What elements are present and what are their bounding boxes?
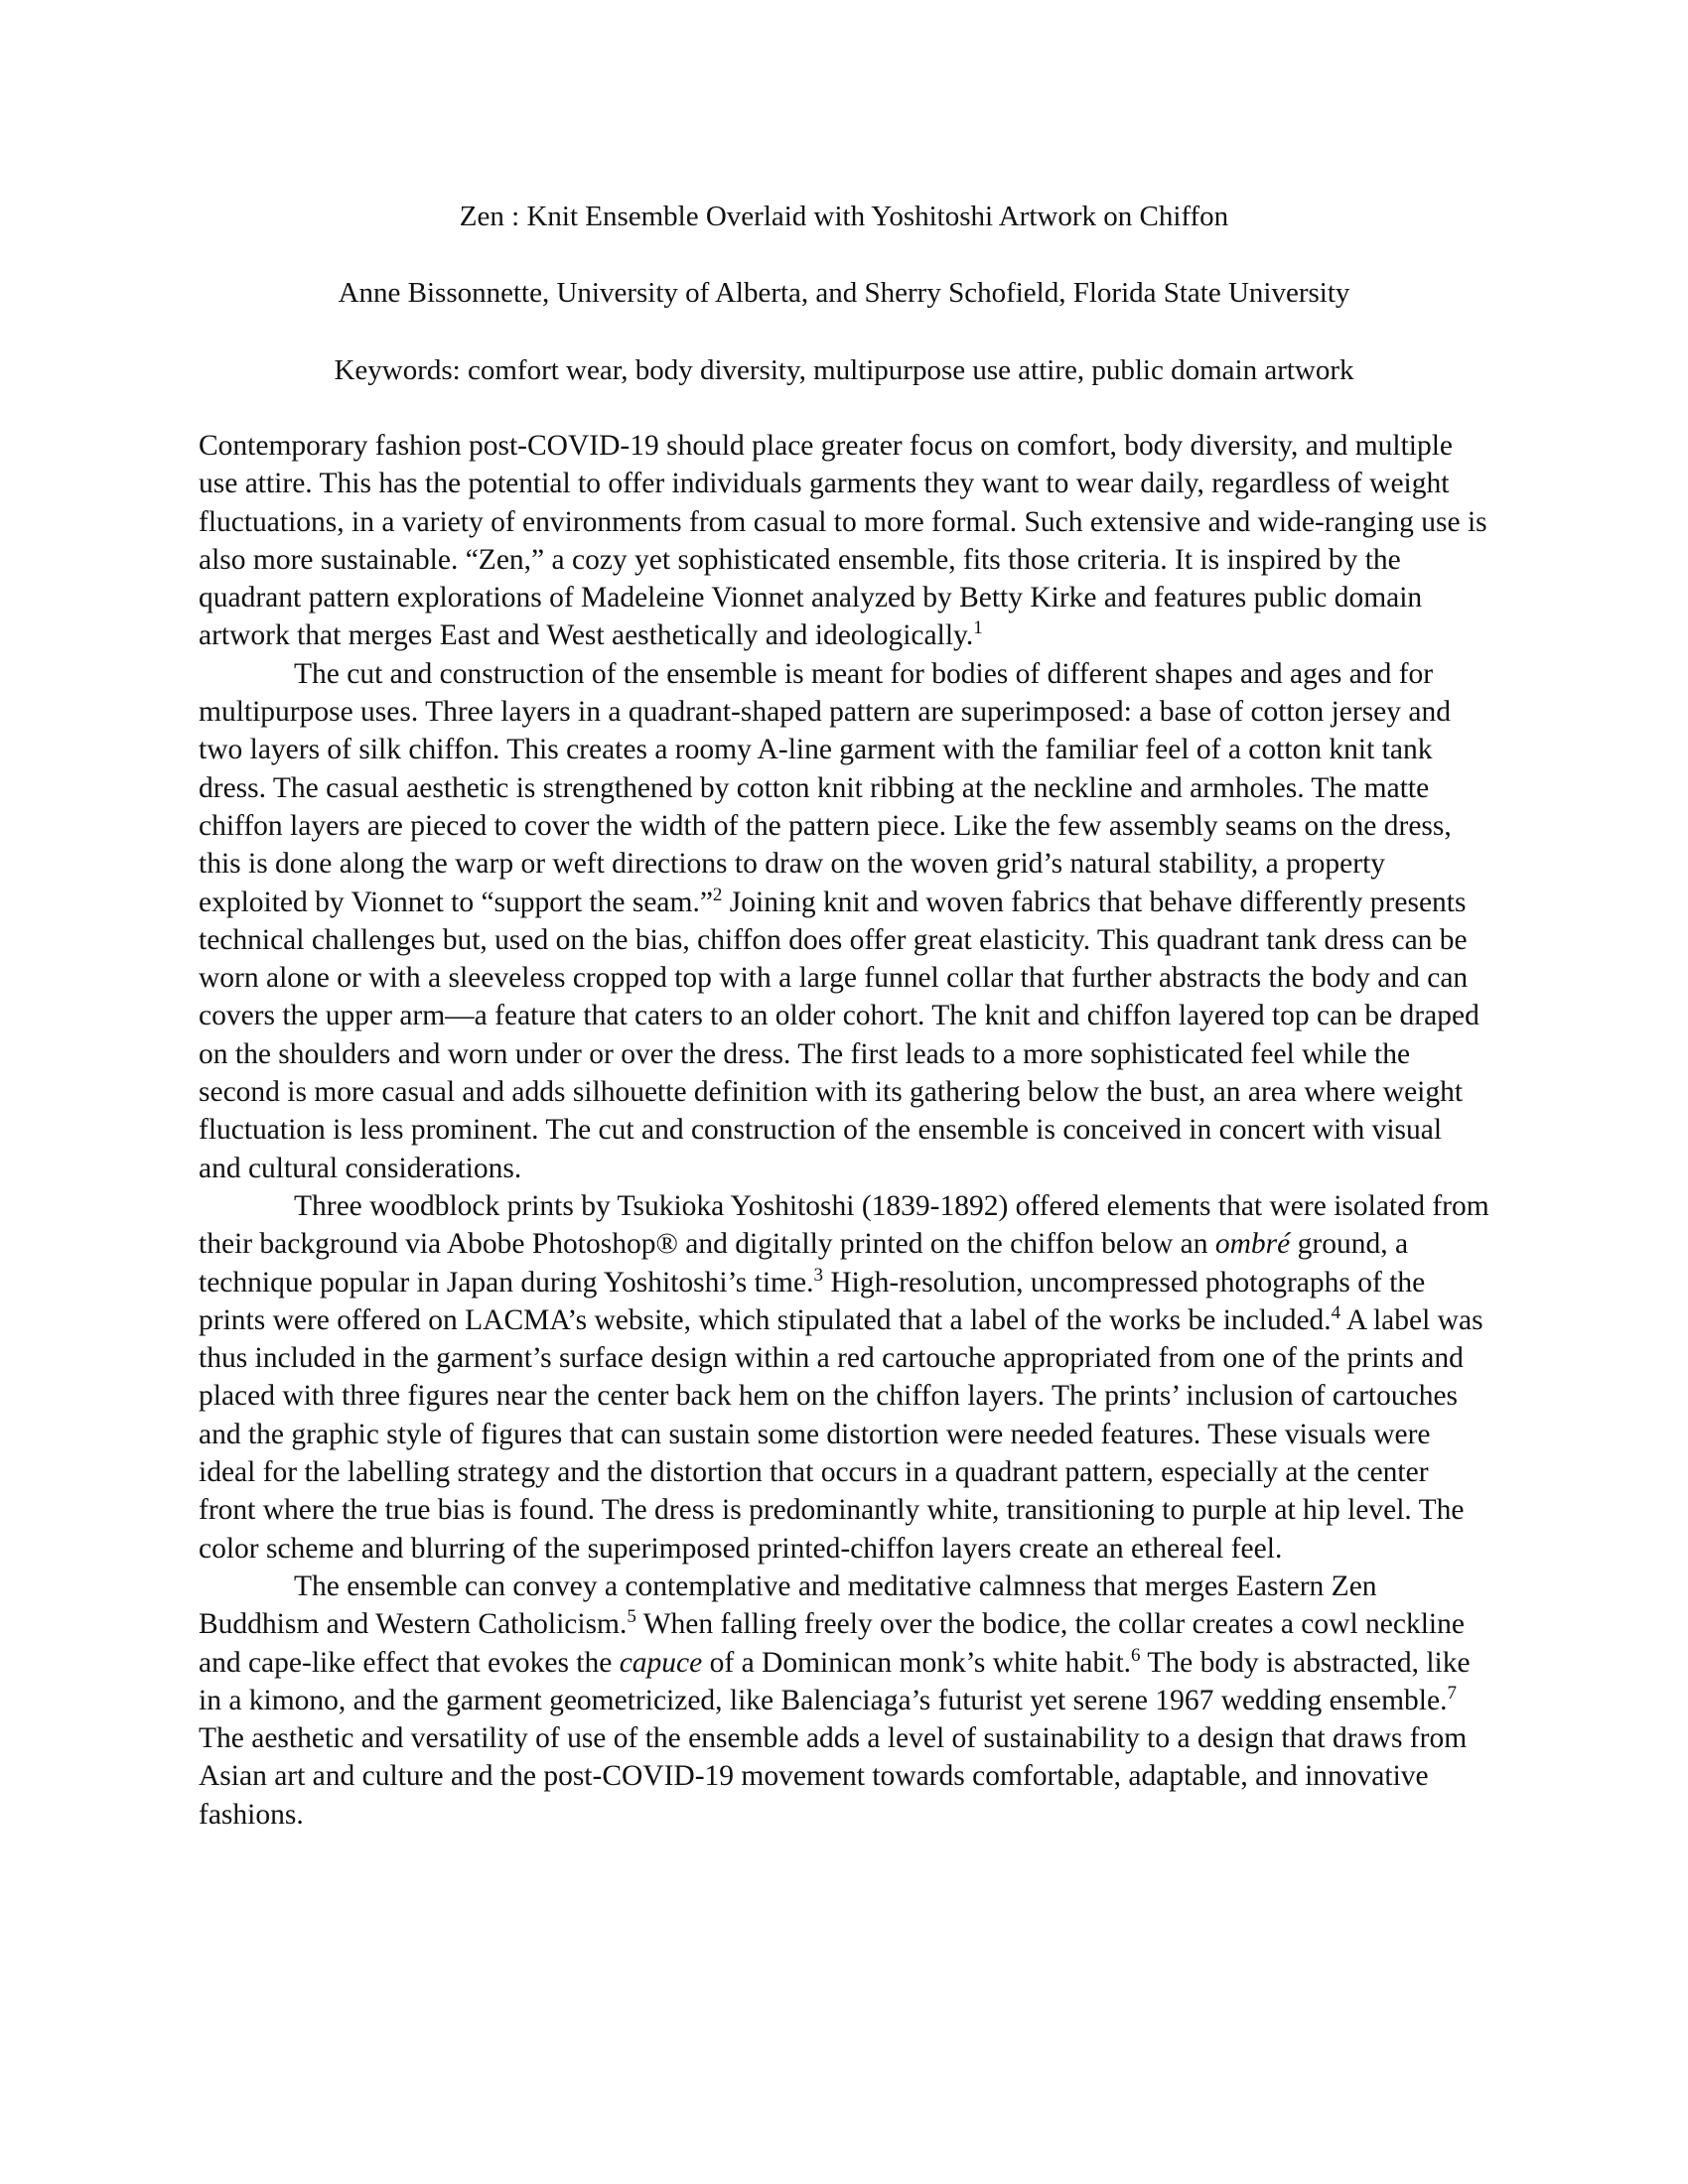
footnote-ref-2: 2 [712, 884, 723, 905]
paragraph-4-text-d: The body is abstracted, like in a kimono, and the garment geometricized, like Balenciaga’s futurist yet serene 1967 wedding ensemble. [199, 1646, 1471, 1716]
paragraph-2-text-b: Joining knit and woven fabrics that behave differently presents technical challenges but, used on the bias, chiffon does offer great elasticity. This quadrant tank dress can be worn alone or with a sleeveless cropped top with a large funnel collar that further abstracts the body and can covers the upper arm—a feature that caters to an older cohort. The knit and chiffon layered top can be draped on the shoulders and worn under or over the dress. The first leads to a more sophisticated feel while the second is more casual and adds silhouette definition with its gathering below the bust, an area where weight fluctuation is less prominent. The cut and construction of the ensemble is conceived in concert with visual and cultural considerations. [199, 886, 1479, 1184]
paragraph-4-text-c: of a Dominican monk’s white habit. [702, 1646, 1132, 1679]
footnote-ref-1: 1 [973, 617, 983, 639]
paragraph-3-text-a: Three woodblock prints by Tsukioka Yoshitoshi (1839-1892) offered elements that were isolated from their background via Abobe Photoshop® and digitally printed on the chiffon below an [199, 1189, 1489, 1261]
paper-title: Zen : Knit Ensemble Overlaid with Yoshitoshi Artwork on Chiffon [459, 201, 1229, 232]
paragraph-4-text-b: When falling freely over the bodice, the collar creates a cowl neckline and cape-like effect that evokes the [199, 1608, 1465, 1679]
footnote-ref-3: 3 [813, 1264, 823, 1286]
footnote-ref-6: 6 [1131, 1644, 1141, 1666]
paragraph-3-text-b: ground, a technique popular in Japan during Yoshitoshi’s time. [199, 1228, 1409, 1298]
paragraph-4-italic-capuce: capuce [619, 1646, 703, 1679]
keywords-line: Keywords: comfort wear, body diversity, multipurpose use attire, public domain artwork [334, 354, 1354, 386]
paragraph-2 [199, 655, 1489, 1187]
paragraph-1 [199, 427, 1489, 655]
paragraph-4 [199, 1568, 1489, 1834]
footnote-ref-4: 4 [1331, 1302, 1341, 1323]
footnote-ref-7: 7 [1447, 1682, 1457, 1704]
body-text [199, 427, 1489, 1834]
author-line: Anne Bissonnette, University of Alberta, and Sherry Schofield, Florida State University [338, 277, 1350, 309]
paragraph-3-italic-ombre: ombré [1214, 1228, 1291, 1261]
paragraph-2-text-a: The cut and construction of the ensemble is meant for bodies of different shapes and ages and for multipurpose uses. Three layers in a quadrant-shaped pattern are superimposed: a base of cotton jersey and two layers of silk chiffon. This creates a roomy A-line garment with the familiar feel of a cotton knit tank dress. The casual aesthetic is strengthened by cotton knit ribbing at the neckline and armholes. The matte chiffon layers are pieced to cover the width of the pattern piece. Like the few assembly seams on the dress, this is done along the warp or weft directions to draw on the woven grid’s natural stability, a property exploited by Vionnet to “support the seam.” [199, 657, 1452, 918]
footnote-ref-5: 5 [627, 1606, 636, 1628]
paragraph-4-text-e: The aesthetic and versatility of use of the ensemble adds a level of sustainability to a design that draws from Asian art and culture and the post-COVID-19 movement towards comfortable, adaptable, and innovative fashions. [199, 1722, 1468, 1831]
paragraph-3-text-d: A label was thus included in the garment’s surface design within a red cartouche appropriated from one of the prints and placed with three figures near the center back hem on the chiffon layers. The prints’ inclusion of cartouches and the graphic style of figures that can sustain some distortion were needed features. These visuals were ideal for the labelling strategy and the distortion that occurs in a quadrant pattern, especially at the center front where the true bias is found. The dress is predominantly white, transitioning to purple at hip level. The color scheme and blurring of the superimposed printed-chiffon layers create an ethereal feel. [199, 1303, 1483, 1565]
paragraph-3 [199, 1187, 1489, 1568]
paragraph-4-text-a: The ensemble can convey a contemplative and meditative calmness that merges Eastern Zen Buddhism and Western Catholicism. [199, 1570, 1377, 1641]
paragraph-1-text: Contemporary fashion post-COVID-19 should place greater focus on comfort, body diversity, and multiple use attire. This has the potential to offer individuals garments they want to wear daily, regardless of weight fluctuations, in a variety of environments from casual to more formal. Such extensive and wide-ranging use is also more sustainable. “Zen,” a cozy yet sophisticated ensemble, fits those criteria. It is inspired by the quadrant pattern explorations of Madeleine Vionnet analyzed by Betty Kirke and features public domain artwork that merges East and West aesthetically and ideologically. [199, 430, 1487, 652]
paragraph-3-text-c: High-resolution, uncompressed photographs of the prints were offered on LACMA’s website, which stipulated that a label of the works be included. [199, 1266, 1426, 1336]
